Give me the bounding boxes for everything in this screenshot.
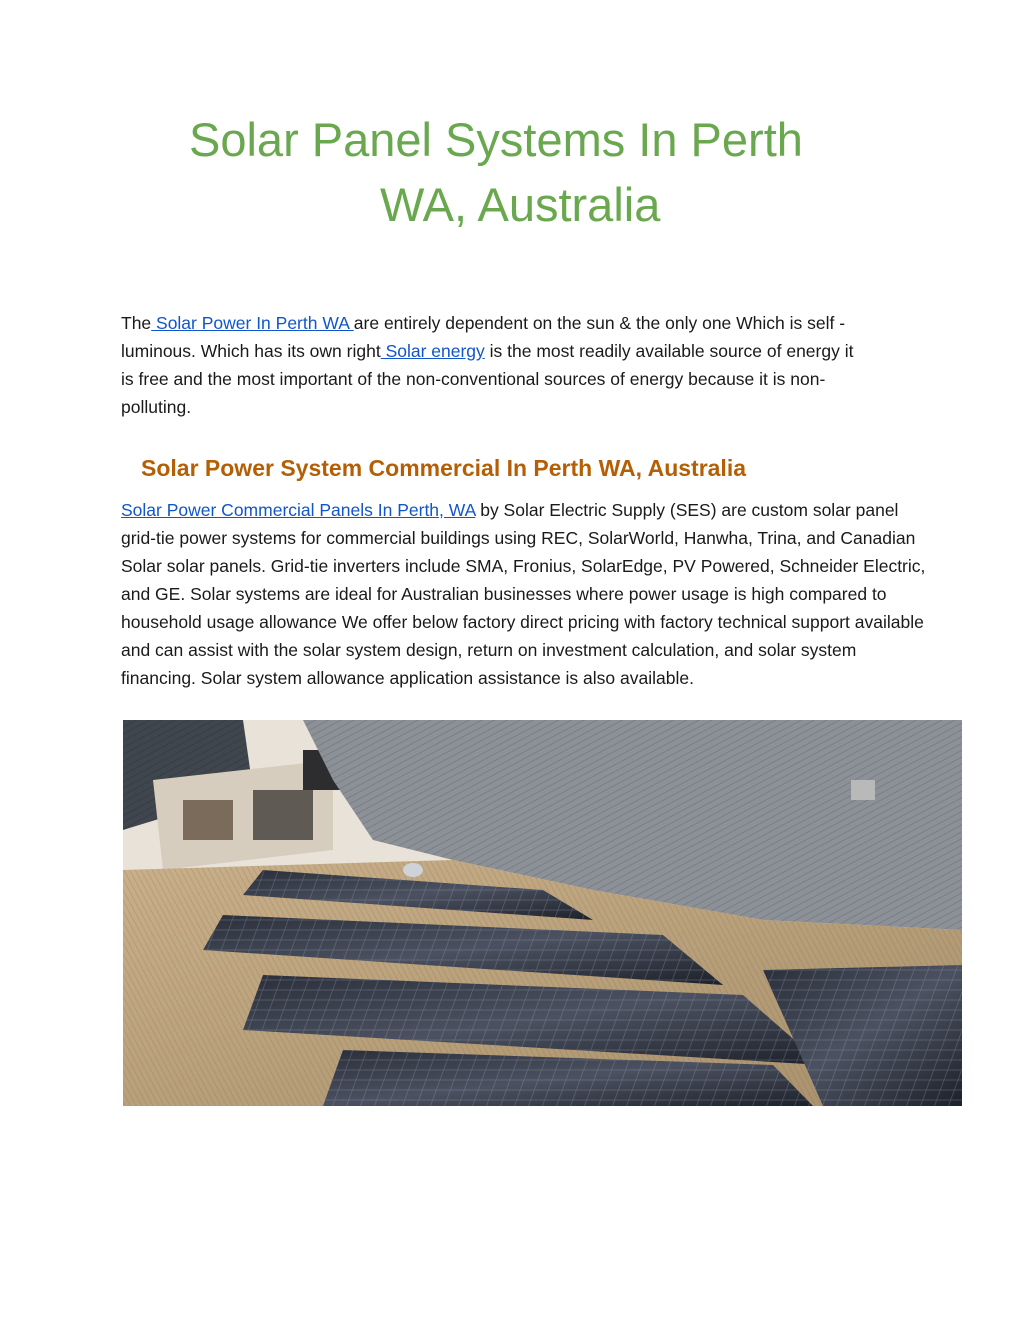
section-body-text: by Solar Electric Supply (SES) are custom solar panel grid-tie power systems for commercial buildings using REC, SolarWorld, Hanwha, Trina, and Canadian Solar solar panels. Grid-tie inverters include SMA, Fronius, SolarEdge, PV Powered, Schneider Electric, and GE. Solar systems are ideal for Australian businesses where power usage is high compared to household usage allowance We offer below factory direct pricing with factory technical support available and can assist with the solar system design, return on investment calculation, and solar system financing. Solar system allowance application assistance is also available. xyxy=(121,500,926,688)
solar-power-perth-link[interactable]: Solar Power In Perth WA xyxy=(151,313,354,333)
intro-lead-text: The xyxy=(121,313,152,333)
section-heading: Solar Power System Commercial In Perth WA, Australia xyxy=(141,455,747,481)
commercial-panels-link[interactable]: Solar Power Commercial Panels In Perth, WA xyxy=(121,500,476,520)
section-paragraph xyxy=(121,496,931,692)
intro-middle-text: are entirely dependent on the sun & the only one Which is self -luminous. Which has its own right xyxy=(121,313,846,361)
solar-panels-roof-photo xyxy=(123,720,962,1106)
page-title-line-1: Solar Panel Systems In Perth xyxy=(189,113,803,166)
intro-paragraph xyxy=(121,309,861,421)
solar-energy-link[interactable]: Solar energy xyxy=(380,341,485,361)
page-title-line-2: WA, Australia xyxy=(380,178,661,231)
intro-tail-text: is the most readily available source of energy it is free and the most important of the non-conventional sources of energy because it is non-polluting. xyxy=(121,341,854,417)
